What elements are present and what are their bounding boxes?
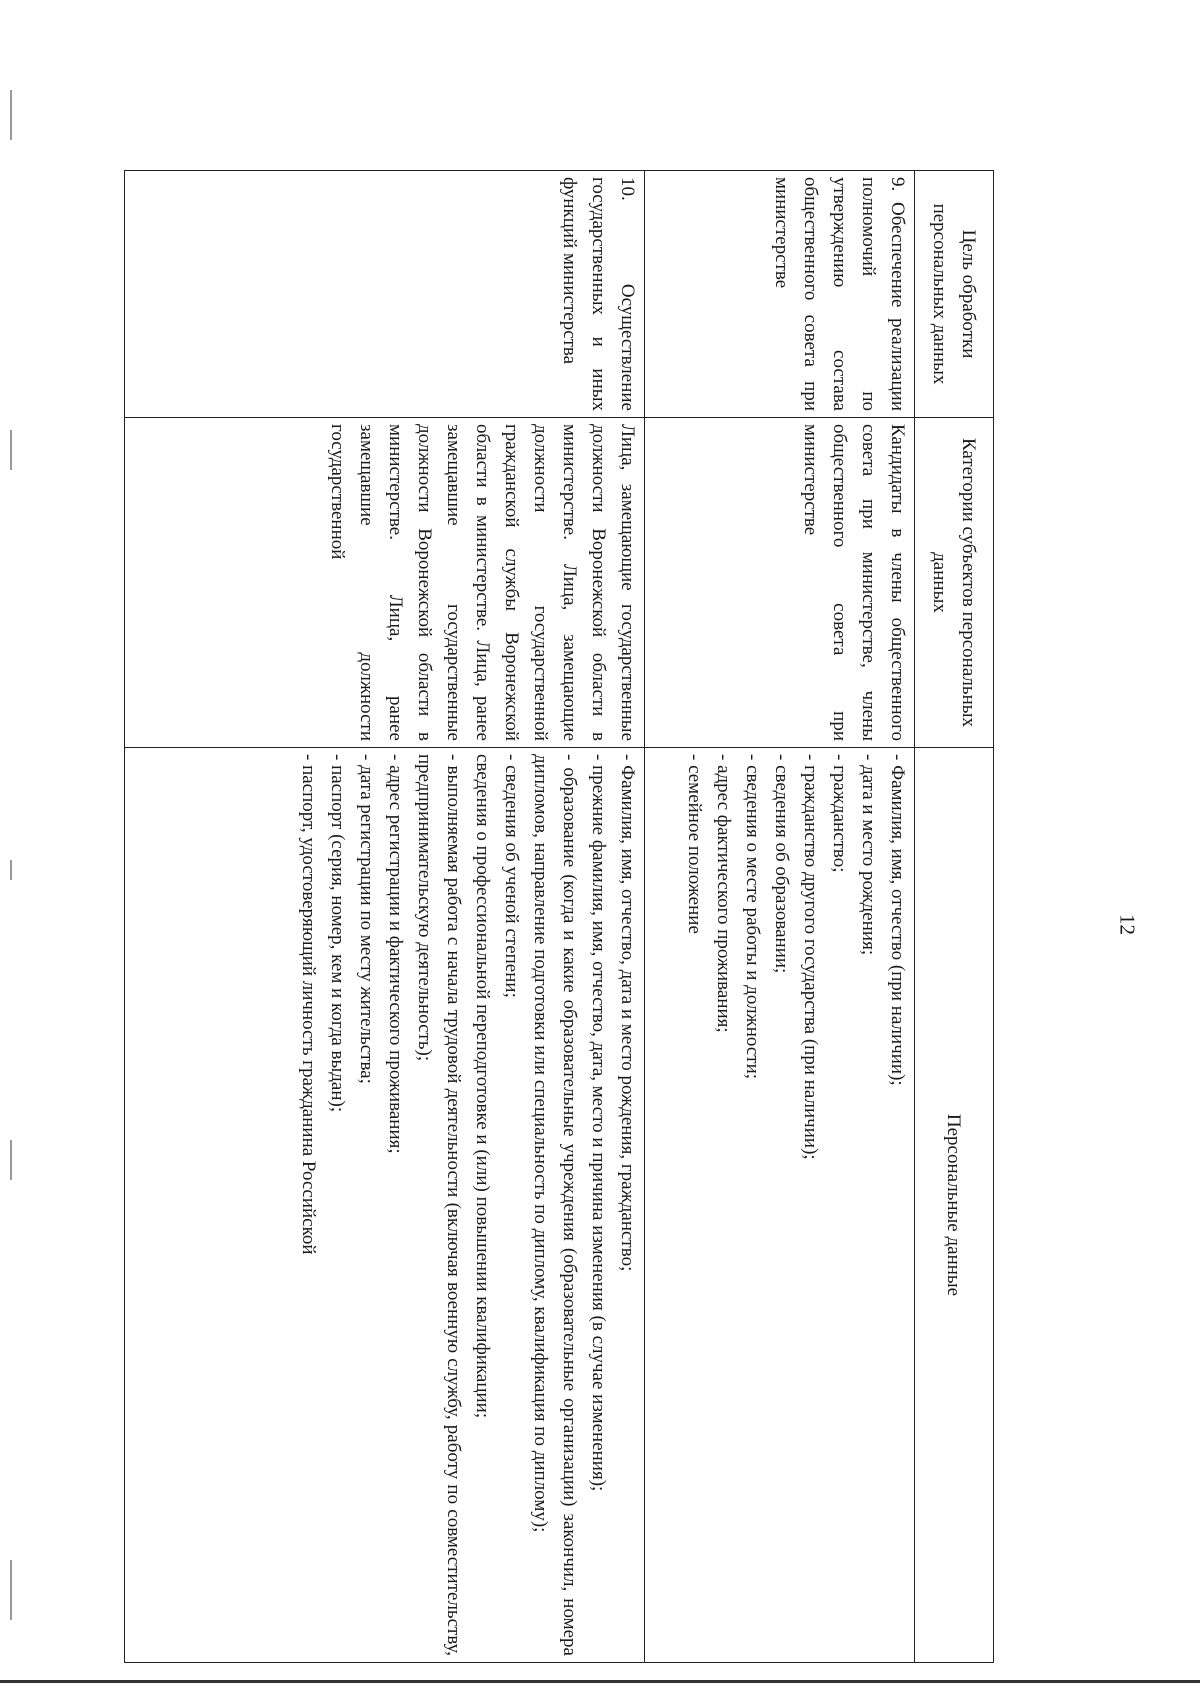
table-row <box>645 171 915 1663</box>
row-10-purpose: 10. Осуществление государственных и иных функций министерства <box>125 171 645 418</box>
row-9-categories: Кандидаты в члены общественного совета при министерстве, члены общественного совета при министерстве <box>645 418 915 748</box>
header-personal-data: Персональные данные <box>915 748 994 1663</box>
page-number: 12 <box>1115 914 1140 935</box>
row-10-categories: Лица, замещающие государственные должности Воронежской области в министерстве. Лица, замещающие должности государственной гражданской службы Воронежской области в министерстве. Лица, ранее замещавшие государственные должности Воронежской области в министерстве. Лица, ранее замещавшие должности государственной <box>125 418 645 748</box>
rotated-sheet <box>124 170 994 1662</box>
list-item: - прежние фамилия, имя, отчество, дата, место и причина изменения (в случае изменения); <box>588 754 609 1492</box>
list-item: - гражданство другого государства (при наличии); <box>800 754 821 1160</box>
list-item: - выполняемая работа с начала трудовой деятельности (включая военную службу, работу по совместительству, предпринимательскую деятельность); <box>414 754 464 1656</box>
list-item: - Фамилия, имя, отчество (при наличии); <box>887 754 908 1086</box>
row-10-data <box>125 748 645 1663</box>
list-item: - образование (когда и какие образовательные учреждения (образовательные организации) закончил, номера дипломов, направление подготовки или специальность по диплому, квалификация по диплому); <box>530 754 580 1656</box>
row-9-data <box>645 748 915 1663</box>
row-9-purpose: 9. Обеспечение реализации полномочий по утверждению состава общественного совета при министерстве <box>645 171 915 418</box>
list-item: - сведения об образовании; <box>771 754 792 974</box>
list-item: - адрес регистрации и фактического проживания; <box>385 754 406 1154</box>
list-item: - дата и место рождения; <box>858 754 879 956</box>
list-item: - паспорт, удостоверяющий личность гражданина Российской <box>298 754 319 1255</box>
list-item: - гражданство; <box>829 754 850 873</box>
list-item: - адрес фактического проживания; <box>713 754 734 1033</box>
list-item: - сведения о месте работы и должности; <box>742 754 763 1080</box>
table-row <box>125 171 645 1663</box>
scan-margin-marks <box>10 0 16 1693</box>
scan-bottom-edge <box>0 1680 1200 1683</box>
list-item: - сведения об ученой степени; <box>501 754 522 998</box>
table-header-row <box>915 171 994 1663</box>
list-item: - паспорт (серия, номер, кем и когда выдан); <box>327 754 348 1113</box>
personal-data-table <box>124 170 994 1663</box>
list-item: сведения о профессиональной переподготовке и (или) повышении квалификации; <box>472 754 493 1419</box>
header-categories: Категории субъектов персональных данных <box>915 418 994 748</box>
list-item: - семейное положение <box>684 754 705 934</box>
list-item: - Фамилия, имя, отчество, дата и место рождения, гражданство; <box>617 754 638 1272</box>
header-purpose: Цель обработки персональных данных <box>915 171 994 418</box>
list-item: - дата регистрации по месту жительства; <box>356 754 377 1084</box>
